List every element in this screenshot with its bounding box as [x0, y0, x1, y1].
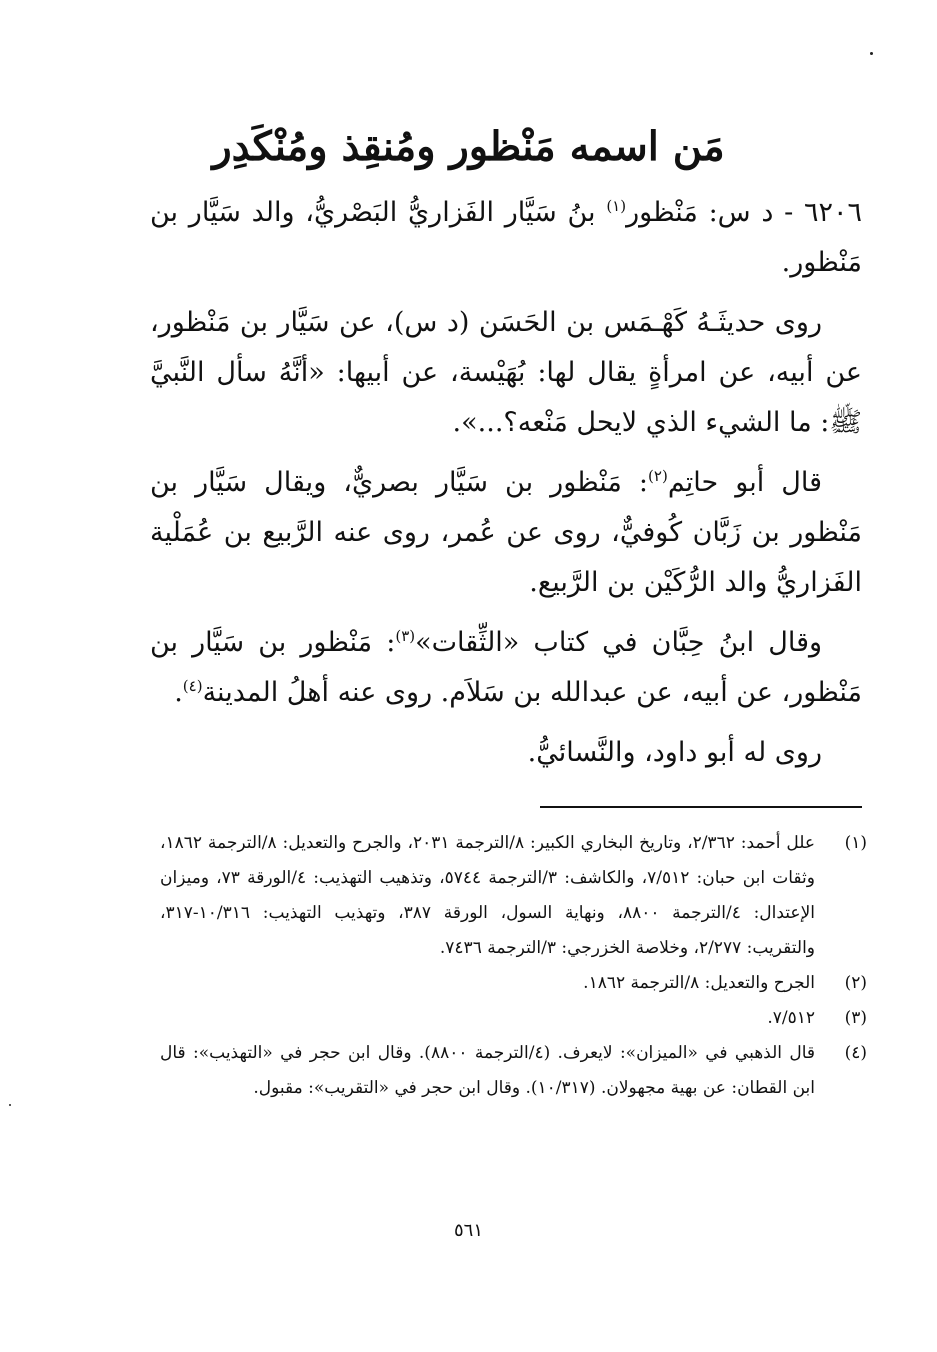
footnote [160, 1001, 867, 1036]
footnote-marker[interactable]: (٤) [182, 677, 203, 695]
biography-entry [150, 188, 862, 778]
entry-paragraph: روى حديثَـهُ كَهْـمَس بن الحَسَن (د س)، عن سَيَّار بن مَنْظور، عن أبيه، عن امرأةٍ يقال لها: بُهَيْسة، عن أبيها: «أنَّهُ سأل النَّبيَّ ﷺ: ما الشيء الذي لايحل مَنْعه؟...». [150, 307, 862, 438]
scan-speck [870, 52, 873, 55]
footnote-number: (٢) [844, 973, 867, 993]
footnote-number: (٤) [844, 1043, 867, 1063]
footnote-marker[interactable]: (٢) [648, 467, 668, 485]
footnote-marker[interactable]: (١) [606, 197, 627, 215]
footnote-number: (٣) [844, 1008, 867, 1028]
footnote-text: الجرح والتعديل: ٨/الترجمة ١٨٦٢. [583, 973, 815, 993]
footnote-number: (١) [844, 833, 867, 853]
footnote [160, 826, 867, 966]
entry-paragraph: قال أبو حاتِم$^{(٢)}$: مَنْظور بن سَيَّار بصريٌّ، ويقال سَيَّار بن مَنْظور بن زَبَّان كُوفيٌّ، روى عن عُمر، روى عنه الرَّبيع بن عُمَلْية الفَزاريُّ والد الرُّكَيْن بن الرَّبيع. [150, 467, 862, 598]
footnote-divider [540, 806, 862, 808]
footnote [160, 1036, 867, 1106]
entry-paragraph: ٦٢٠٦ - د س: مَنْظور$^{(١)}$ بنُ سَيَّار الفَزاريُّ البَصْريُّ، والد سَيَّار بن مَنْظور. [150, 197, 863, 278]
entry-paragraph: وقال ابنُ حِبَّان في كتاب «الثِّقات»$^{(٣)}$: مَنْظور بن سَيَّار بن مَنْظور، عن أبيه، عن عبدالله بن سَلاَم. روى عنه أهلُ المدينة$^{(٤)}$. [150, 627, 862, 708]
section-heading: مَن اسمه مَنْظور ومُنقِذ ومُنْكَدِر [212, 123, 725, 170]
page-number: ٥٦١ [453, 1220, 483, 1241]
footnote-text: علل أحمد: ٢/٣٦٢، وتاريخ البخاري الكبير: ٨/الترجمة ٢٠٣١، والجرح والتعديل: ٨/الترجمة ١٨٦٢، وثقات ابن حبان: ٧/٥١٢، والكاشف: ٣/الترجمة ٥٧٤٤، وتذهيب التهذيب: ٤/الورقة ٧٣، وميزان الإعتدال: ٤/الترجمة ٨٨٠٠، ونهاية السول، الورقة ٣٨٧، وتهذيب التهذيب: ١٠/٣١٦-٣١٧، والتقريب: ٢/٢٧٧، وخلاصة الخزرجي: ٣/الترجمة ٧٤٣٦. [160, 833, 815, 958]
footnote-text: قال الذهبي في «الميزان»: لايعرف. (٤/الترجمة ٨٨٠٠). وقال ابن حجر في «التهذيب»: قال ابن القطان: عن بهية مجهولان. (١٠/٣١٧). وقال ابن حجر في «التقريب»: مقبول. [160, 1043, 815, 1098]
footnote-marker[interactable]: (٣) [395, 627, 416, 645]
footnote-text: ٧/٥١٢. [767, 1008, 815, 1028]
entry-paragraph: روى له أبو داود، والنَّسائيُّ. [527, 737, 822, 768]
footnotes [160, 826, 867, 1106]
scan-speck [9, 1104, 11, 1106]
footnote [160, 966, 867, 1001]
